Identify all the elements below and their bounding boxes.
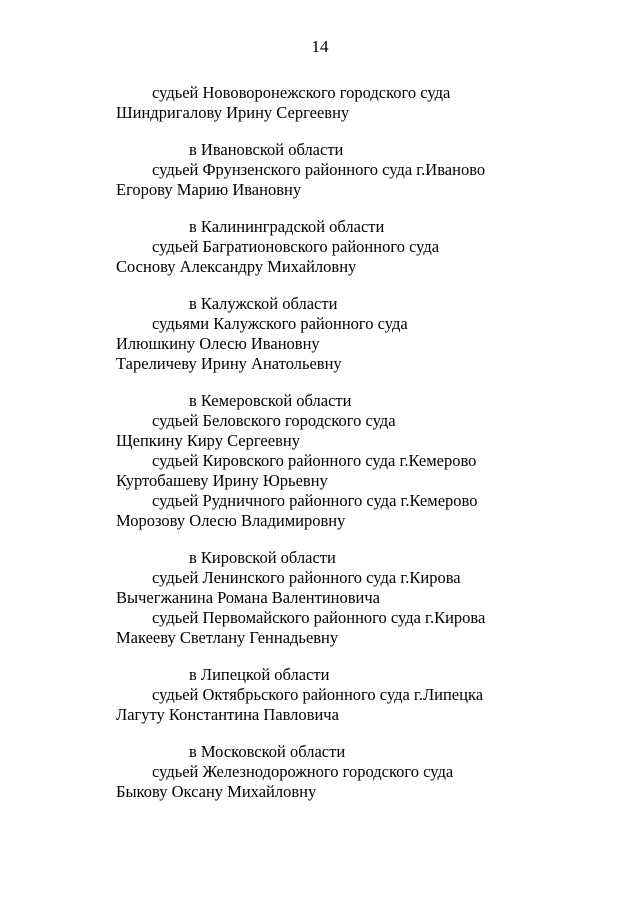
judge-name: Илюшкину Олесю Ивановну: [116, 334, 320, 353]
judge-name: Куртобашеву Ирину Юрьевну: [116, 471, 328, 490]
court-position: судьей Нововоронежского городского суда: [152, 83, 451, 102]
region-heading: в Московской области: [189, 742, 346, 761]
judge-name: Егорову Марию Ивановну: [116, 180, 302, 199]
judge-name: Тареличеву Ирину Анатольевну: [116, 354, 342, 373]
judge-name: Щепкину Киру Сергеевну: [116, 431, 300, 450]
region-heading: в Калининградской области: [189, 217, 385, 236]
court-position: судьей Первомайского районного суда г.Кирова: [152, 608, 486, 627]
court-position: судьей Ленинского районного суда г.Кирова: [152, 568, 461, 587]
judge-name: Шиндригалову Ирину Сергеевну: [116, 103, 350, 122]
court-position: судьями Калужского районного суда: [152, 314, 408, 333]
court-position: судьей Фрунзенского районного суда г.Иваново: [152, 160, 486, 179]
court-position: судьей Рудничного районного суда г.Кемерово: [152, 491, 478, 510]
judge-name: Макееву Светлану Геннадьевну: [116, 628, 339, 647]
appointment-list: [116, 83, 616, 802]
judge-name: Быкову Оксану Михайловну: [116, 782, 317, 801]
court-position: судьей Октябрьского районного суда г.Липецка: [152, 685, 484, 704]
judge-name: Морозову Олесю Владимировну: [116, 511, 346, 530]
region-heading: в Ивановской области: [189, 140, 344, 159]
region-heading: в Кировской области: [189, 548, 336, 567]
region-heading: в Калужской области: [189, 294, 338, 313]
page-number: 14: [311, 37, 329, 56]
court-position: судьей Железнодорожного городского суда: [152, 762, 454, 781]
court-position: судьей Кировского районного суда г.Кемерово: [152, 451, 477, 470]
region-heading: в Липецкой области: [189, 665, 330, 684]
court-position: судьей Багратионовского районного суда: [152, 237, 440, 256]
region-heading: в Кемеровской области: [189, 391, 352, 410]
judge-name: Лагуту Константина Павловича: [116, 705, 339, 724]
court-position: судьей Беловского городского суда: [152, 411, 396, 430]
judge-name: Соснову Александру Михайловну: [116, 257, 357, 276]
judge-name: Вычегжанина Романа Валентиновича: [116, 588, 380, 607]
